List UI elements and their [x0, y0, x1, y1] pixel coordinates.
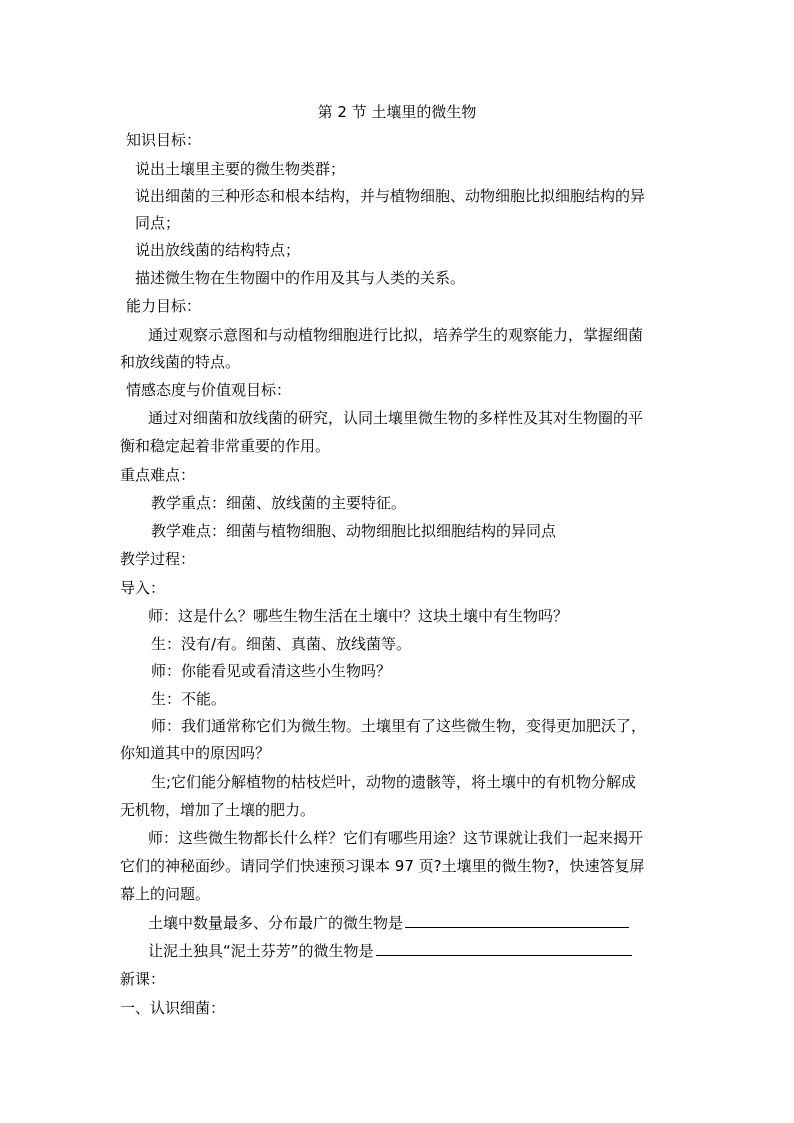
answer-blank-1[interactable]	[405, 913, 629, 928]
dialog-line: 师：这些微生物都长什么样？它们有哪些用途？这节课就让我们一起来揭开	[148, 829, 644, 847]
dialog-line: 你知道其中的原因吗？	[120, 744, 271, 762]
teaching-difficulty: 教学难点：细菌与植物细胞、动物细胞比拟细胞结构的异同点	[151, 522, 557, 540]
dialog-line: 师：我们通常称它们为微生物。土壤里有了这些微生物，变得更加肥沃了，	[151, 717, 647, 735]
section-heading-bacteria: 一、认识细菌：	[120, 999, 226, 1017]
teaching-focus: 教学重点：细菌、放线菌的主要特征。	[151, 494, 407, 512]
knowledge-goal-item: 说出放线菌的结构特点；	[135, 241, 301, 259]
ability-goals-heading: 能力目标：	[126, 297, 202, 315]
dialog-line: 生：没有/有。细菌、真菌、放线菌等。	[151, 635, 412, 653]
dialog-line: 师：这是什么？哪些生物生活在土壤中？这块土壤中有生物吗？	[148, 607, 569, 625]
ability-goals-line: 和放线菌的特点。	[120, 353, 241, 371]
emotion-goals-line: 通过对细菌和放线菌的研究，认同土壤里微生物的多样性及其对生物圈的平	[148, 409, 644, 427]
question-1-text: 土壤中数量最多、分布最广的微生物是	[148, 914, 404, 932]
knowledge-goal-item: 描述微生物在生物圈中的作用及其与人类的关系。	[135, 269, 466, 287]
fill-in-question-2	[148, 941, 632, 961]
knowledge-goal-item: 同点；	[135, 214, 181, 232]
answer-blank-2[interactable]	[376, 941, 632, 956]
knowledge-goals-heading: 知识目标：	[126, 131, 202, 149]
dialog-line: 无机物，增加了土壤的肥力。	[120, 801, 316, 819]
emotion-goals-line: 衡和稳定起着非常重要的作用。	[120, 437, 331, 455]
teaching-process-heading: 教学过程：	[120, 550, 196, 568]
question-2-text: 让泥土独具“泥土芬芳”的微生物是	[148, 942, 374, 960]
dialog-line: 幕上的问题。	[120, 885, 211, 903]
ability-goals-line: 通过观察示意图和与动植物细胞进行比拟，培养学生的观察能力，掌握细菌	[148, 326, 644, 344]
dialog-line: 师：你能看见或看清这些小生物吗？	[151, 662, 392, 680]
new-lesson-heading: 新课：	[120, 970, 166, 988]
dialog-line: 生：不能。	[151, 690, 227, 708]
knowledge-goal-item: 说出细菌的三种形态和根本结构，并与植物细胞、动物细胞比拟细胞结构的异	[135, 187, 646, 205]
dialog-line: 它们的神秘面纱。请同学们快速预习课本 97 页?土壤里的微生物?，快速答复屏	[120, 857, 645, 875]
intro-heading: 导入：	[120, 579, 166, 597]
fill-in-question-1	[148, 913, 629, 933]
emotion-goals-heading: 情感态度与价值观目标：	[126, 381, 292, 399]
key-points-heading: 重点难点：	[120, 466, 196, 484]
knowledge-goal-item: 说出土壤里主要的微生物类群；	[135, 160, 346, 178]
dialog-line: 生;它们能分解植物的枯枝烂叶，动物的遗骸等，将土壤中的有机物分解成	[151, 773, 637, 791]
page-title: 第 2 节 土壤里的微生物	[317, 103, 477, 121]
